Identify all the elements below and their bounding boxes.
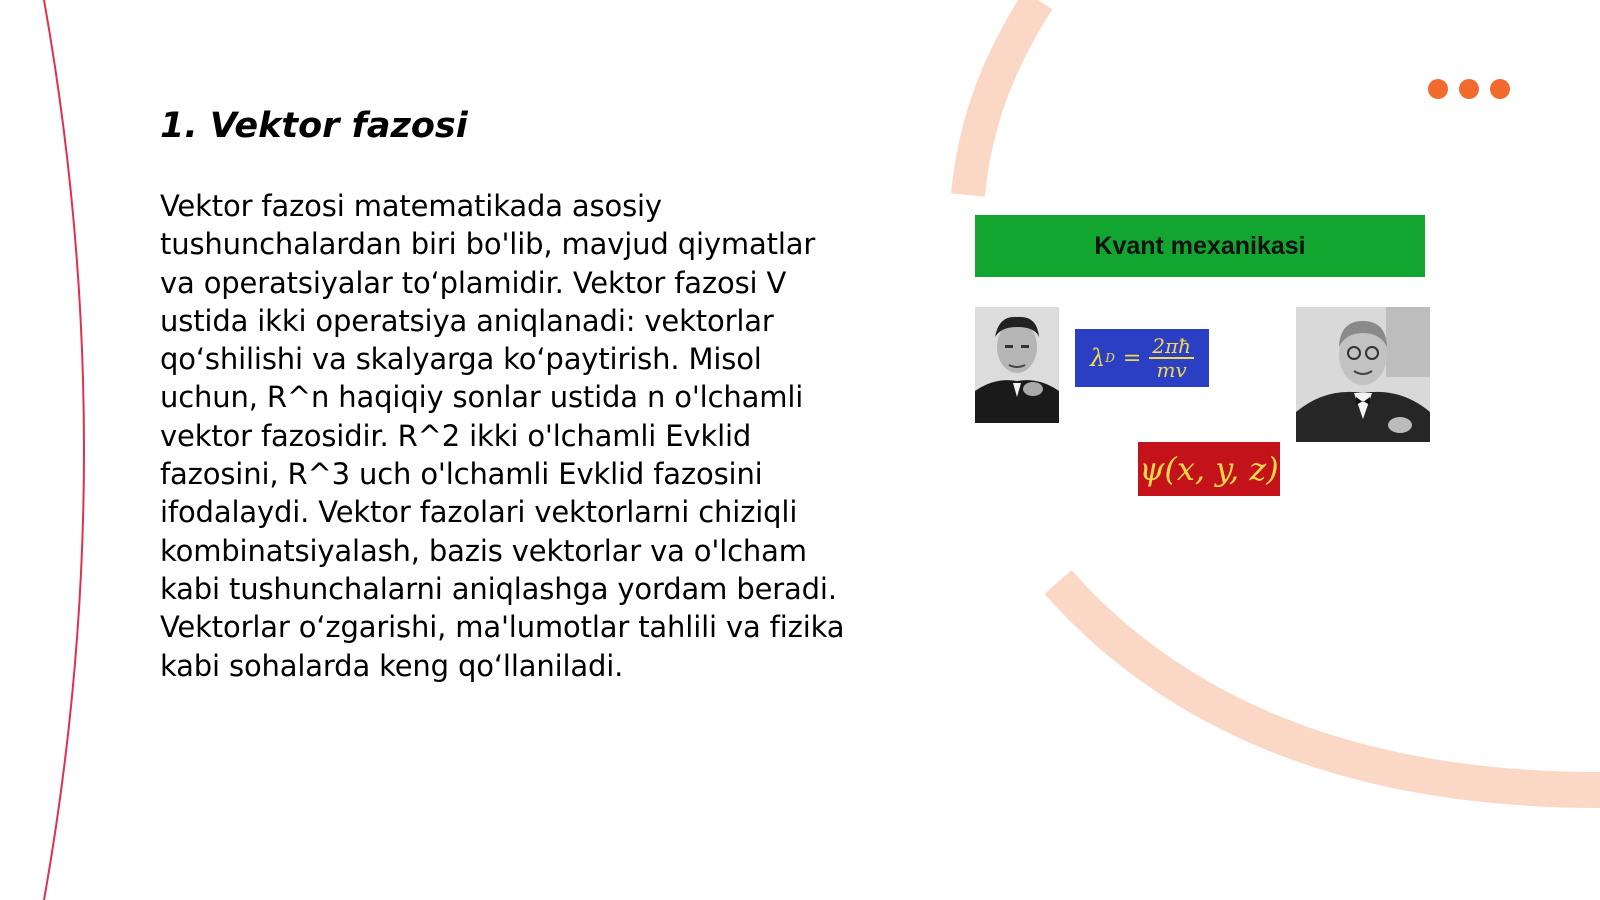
de-broglie-formula xyxy=(1075,329,1209,387)
formula-eq: = xyxy=(1122,345,1142,371)
formula-denominator: mv xyxy=(1156,358,1187,382)
slide-title: 1. Vektor fazosi xyxy=(160,106,468,146)
left-red-curve xyxy=(44,0,84,900)
figure-banner xyxy=(975,215,1425,277)
portrait-photo-icon xyxy=(975,307,1059,423)
circle-dot-icon xyxy=(1490,79,1510,99)
formula-numerator: 2πħ xyxy=(1149,335,1194,359)
formula-sub: D xyxy=(1105,351,1115,365)
slide-body-text: Vektor fazosi matematikada asosiy tushunchalardan biri bo'lib, mavjud qiymatlar va operatsiyalar to‘plamidir. Vektor fazosi V ustida ikki operatsiya aniqlanadi: vektorlar qo‘shilishi va skalyarga ko‘paytirish. Misol uchun, R^n haqiqiy sonlar ustida n o'lchamli vektor fazosidir. R^2 ikki o'lchamli Evklid fazosini, R^3 uch o'lchamli Evklid fazosini ifodalaydi. Vektor fazolari vektorlarni chiziqli kombinatsiyalash, bazis vektorlar va o'lcham kabi tushunchalarni aniqlashga yordam beradi. Vektorlar o‘zgarishi, ma'lumotlar tahlili va fizika kabi sohalarda keng qo‘llaniladi. xyxy=(160,189,845,683)
orange-arc-top xyxy=(968,0,1038,195)
orange-arc-bottom xyxy=(1058,582,1600,790)
formula-fraction xyxy=(1149,335,1194,381)
wavefunction-formula xyxy=(1138,442,1280,496)
portrait-photo-icon xyxy=(1296,307,1430,442)
psi-text: ψ(x, y, z) xyxy=(1139,450,1279,488)
banner-label: Kvant mexanikasi xyxy=(1094,231,1306,260)
circle-dot-icon xyxy=(1459,79,1479,99)
formula-lhs: λ xyxy=(1089,344,1106,372)
circle-dot-icon xyxy=(1428,79,1448,99)
